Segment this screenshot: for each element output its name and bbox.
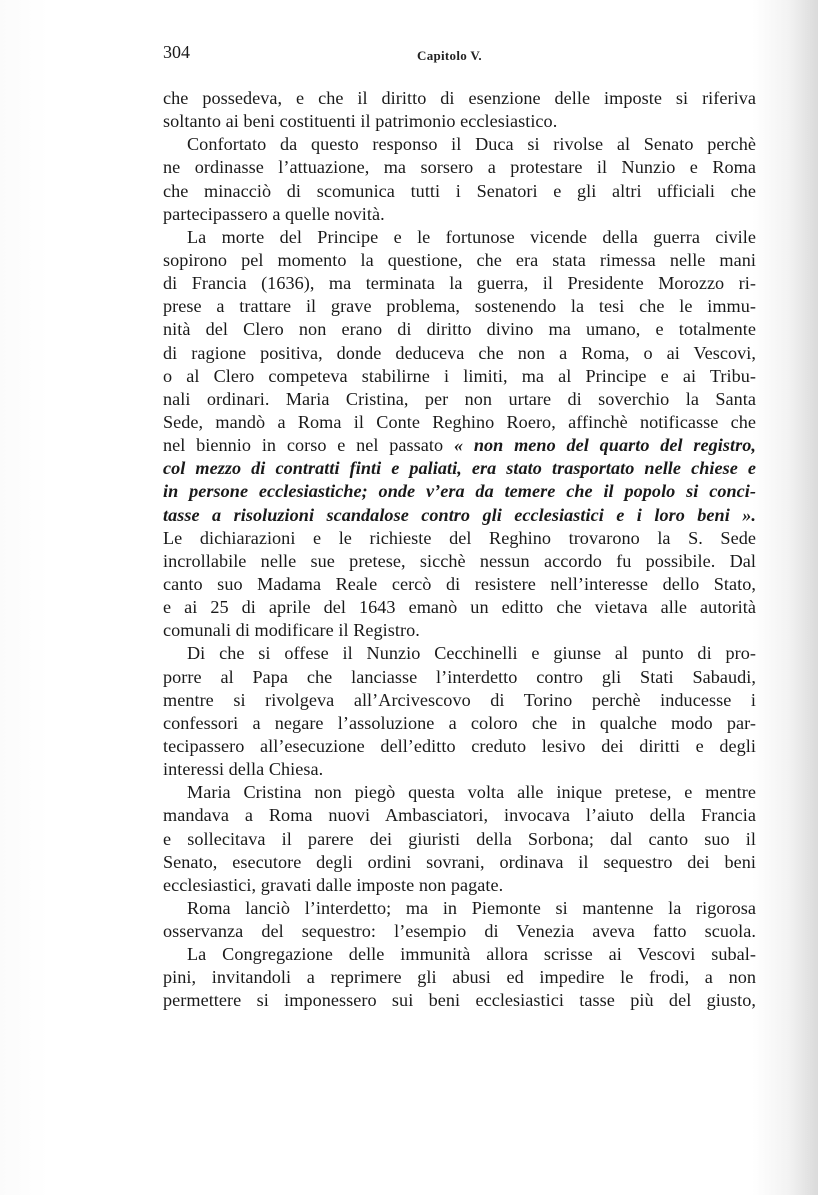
text-line: Maria Cristina non piegò questa volta alle inique pretese, e mentre [187,782,756,803]
text-line: e sollecitava il parere dei giuristi della Sorbona; dal canto suo il [163,828,756,849]
running-head: Capitolo V. [417,48,482,63]
text-line: ne ordinasse l’attuazione, ma sorsero a protestare il Nunzio e Roma [163,157,756,178]
text-line: nità del Clero non erano di diritto divino ma umano, e totalmente [163,319,756,340]
quotation-start: « non meno del quarto del registro, [453,435,756,456]
text-line: pini, invitandoli a reprimere gli abusi ed impedire le frodi, a non [163,967,756,988]
text-line: partecipassero a quelle novità. [163,203,385,224]
text-line-roman: nel biennio in corso e nel passato [163,435,444,456]
text-line: Confortato da questo responso il Duca si rivolse al Senato perchè [187,134,756,155]
text-line: di ragione positiva, donde deduceva che non a Roma, o ai Vescovi, [163,342,756,363]
text-line: mentre si rivolgeva all’Arcivescovo di Torino perchè inducesse i [163,689,756,710]
text-line: La morte del Principe e le fortunose vicende della guerra civile [187,226,756,247]
text-line: comunali di modificare il Registro. [163,620,420,641]
text-line: interessi della Chiesa. [163,759,324,780]
text-line: che possedeva, e che il diritto di esenzione delle imposte si riferiva [163,88,756,108]
text-line: che minacciò di scomunica tutti i Senatori e gli altri ufficiali che [163,180,756,201]
text-line: o al Clero competeva stabilirne i limiti, ma al Principe e ai Tribu- [163,365,756,386]
text-line: Di che si offese il Nunzio Cecchinelli e giunse al punto di pro- [187,643,756,664]
text-line: canto suo Madama Reale cercò di resistere nell’interesse dello Stato, [163,573,756,594]
body-text [163,87,756,1013]
text-line: incrollabile nelle sue pretese, sicchè nessun accordo fu possibile. Dal [163,550,756,571]
text-line: sopirono pel momento la questione, che era stata rimessa nelle mani [163,249,756,270]
text-line: di Francia (1636), ma terminata la guerra, il Presidente Morozzo ri- [163,273,756,294]
text-line: ecclesiastici, gravati dalle imposte non pagate. [163,874,504,895]
page-header [163,42,756,66]
text-line: prese a trattare il grave problema, sostenendo la tesi che le immu- [163,296,756,317]
text-line: nali ordinari. Maria Cristina, per non urtare di soverchio la Santa [163,388,756,409]
text-line: mandava a Roma nuovi Ambasciatori, invocava l’aiuto della Francia [163,805,756,826]
page-number: 304 [163,42,190,62]
quotation-line: tasse a risoluzioni scandalose contro gli ecclesiastici e i loro beni ». [163,504,756,525]
quotation-line: in persone ecclesiastiche; onde v’era da temere che il popolo si conci- [163,481,756,502]
text-line [163,434,756,457]
text-line: Sede, mandò a Roma il Conte Reghino Roero, affinchè notificasse che [163,411,756,432]
text-line: La Congregazione delle immunità allora scrisse ai Vescovi subal- [187,944,756,965]
page-edge-shadow [788,0,818,1195]
text-line: Roma lanciò l’interdetto; ma in Piemonte si mantenne la rigorosa [187,897,756,918]
text-line: e ai 25 di aprile del 1643 emanò un editto che vietava alle autorità [163,597,756,618]
text-line: Senato, esecutore degli ordini sovrani, ordinava il sequestro dei beni [163,851,756,872]
text-line: soltanto ai beni costituenti il patrimonio ecclesiastico. [163,111,558,132]
text-line: osservanza del sequestro: l’esempio di Venezia aveva fatto scuola. [163,921,756,942]
text-line: confessori a negare l’assoluzione a coloro che in qualche modo par- [163,712,756,733]
text-line: Le dichiarazioni e le richieste del Reghino trovarono la S. Sede [163,527,756,548]
quotation-line: col mezzo di contratti finti e paliati, era stato trasportato nelle chiese e [163,458,756,479]
text-line: permettere si imponessero sui beni ecclesiastici tasse più del giusto, [163,990,756,1011]
text-line: porre al Papa che lanciasse l’interdetto contro gli Stati Sabaudi, [163,666,756,687]
text-line: tecipassero all’esecuzione dell’editto creduto lesivo dei diritti e degli [163,735,756,756]
